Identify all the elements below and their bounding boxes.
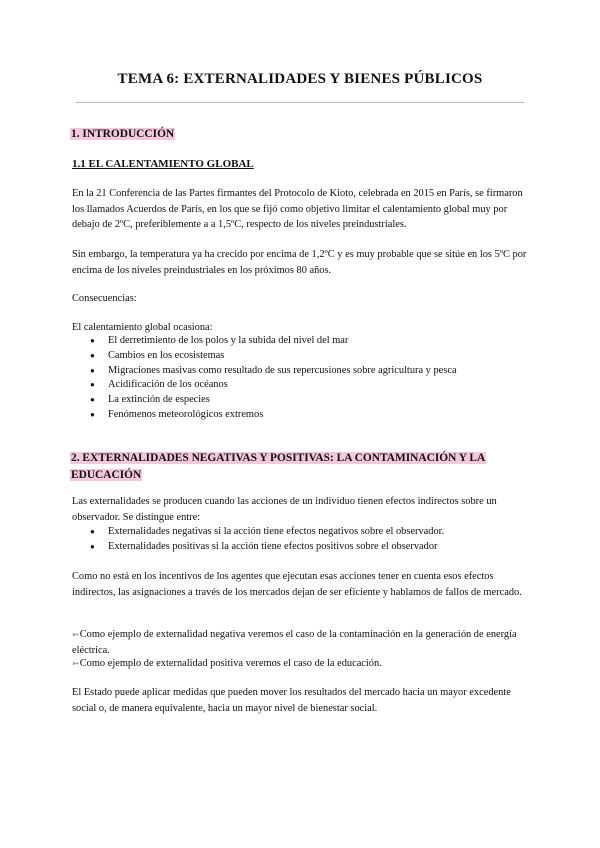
bullet-icon: ● (90, 541, 95, 551)
externalities-list (72, 525, 528, 555)
bullet-icon: ● (90, 350, 95, 360)
section-heading-text: 1. INTRODUCCIÓN (71, 128, 175, 140)
bullet-icon: ● (90, 395, 95, 405)
section-heading-externalities (70, 450, 518, 484)
example-negative-externality: ➳Como ejemplo de externalidad negativa veremos el caso de la contaminación en la generación de energía eléctrica. (72, 629, 517, 656)
subsection-heading: 1.1 EL CALENTAMIENTO GLOBAL (72, 158, 254, 170)
paragraph-state-measures: El Estado puede aplicar medidas que pueden mover los resultados del mercado hacia un mayor excedente social o, de manera equivalente, hacia un mayor nivel de bienestar social. (72, 687, 511, 714)
title-divider (76, 102, 524, 103)
arrow-icon: ➳ (72, 630, 79, 639)
list-item: ● Acidificación de los océanos (72, 378, 528, 393)
bullet-icon: ● (90, 365, 95, 375)
bullet-icon: ● (90, 380, 95, 390)
list-intro: El calentamiento global ocasiona: (72, 322, 213, 333)
example-positive-externality: ➳Como ejemplo de externalidad positiva veremos el caso de la educación. (72, 658, 382, 669)
consequences-list (72, 334, 528, 423)
list-item: ● Externalidades negativas si la acción tiene efectos negativos sobre el observador. (72, 525, 528, 540)
section-heading-text: 2. EXTERNALIDADES NEGATIVAS Y POSITIVAS: LA CONTAMINACIÓN Y LA (71, 452, 486, 464)
consequences-label: Consecuencias: (72, 293, 137, 304)
list-item: ● Migraciones masivas como resultado de sus repercusiones sobre agricultura y pesca (72, 364, 528, 379)
list-item: ● Externalidades positivas si la acción tiene efectos positivos sobre el observador (72, 540, 528, 555)
paragraph-temperature: Sin embargo, la temperatura ya ha crecido por encima de 1,2ºC y es muy probable que se sitúe en los 5ºC por encima de los niveles preindustriales en los próximos 80 años. (72, 249, 527, 276)
list-item: ● La extinción de especies (72, 393, 528, 408)
section-heading-text: EDUCACIÓN (71, 469, 142, 481)
paragraph-paris-agreement: En la 21 Conferencia de las Partes firmantes del Protocolo de Kioto, celebrada en 2015 en París, se firmaron los llamados Acuerdos de París, en los que se fijó como objetivo limitar el calentamiento global muy por debajo de 2ºC, preferiblemente a a 1,5ºC, respecto de los niveles preindustriales. (72, 188, 523, 230)
list-item: ● Cambios en los ecosistemas (72, 349, 528, 364)
paragraph-externalities-definition: Las externalidades se producen cuando las acciones de un individuo tienen efectos indirectos sobre un observador. Se distingue entre: (72, 496, 497, 523)
list-item: ● Fenómenos meteorológicos extremos (72, 408, 528, 423)
bullet-icon: ● (90, 527, 95, 536)
section-heading-introduction (70, 126, 518, 143)
page-title: TEMA 6: EXTERNALIDADES Y BIENES PÚBLICOS (117, 71, 483, 87)
bullet-icon: ● (90, 409, 95, 419)
bullet-icon: ● (90, 336, 95, 345)
list-item: ● El derretimiento de los polos y la subida del nivel del mar (72, 334, 528, 349)
arrow-icon: ➳ (72, 659, 79, 668)
paragraph-market-failure: Como no está en los incentivos de los agentes que ejecutan esas acciones tener en cuenta esos efectos indirectos, las asignaciones a través de los mercados dejan de ser eficiente y hablamos de fallos de mercado. (72, 571, 522, 598)
